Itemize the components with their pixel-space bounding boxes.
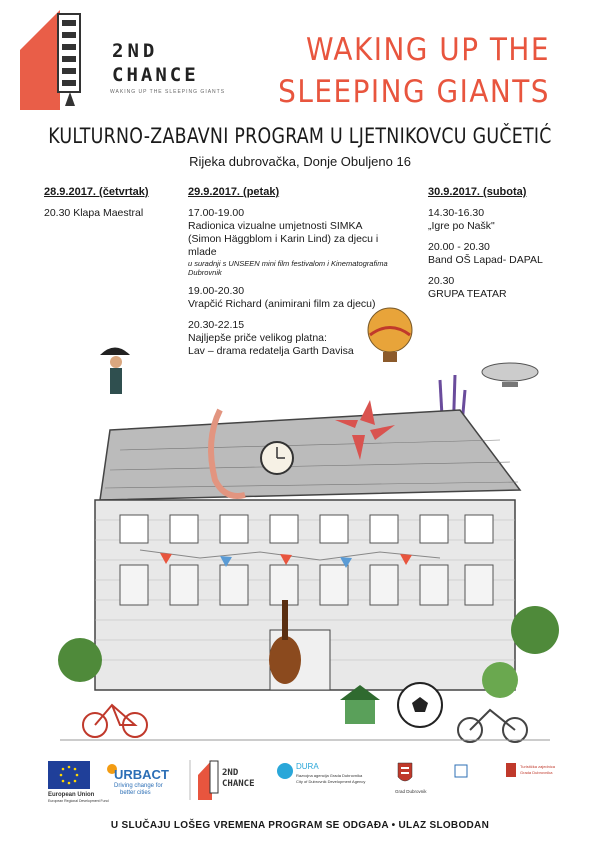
event-time: 17.00-19.00: [188, 207, 245, 219]
location: Rijeka dubrovačka, Donje Obuljeno 16: [189, 154, 411, 169]
dura-sub-2: City of Dubrovnik Development Agency: [296, 779, 366, 784]
airship-icon: [482, 363, 538, 387]
chance-line1: 2ND: [222, 768, 239, 778]
flying-man-icon: [100, 348, 130, 395]
day-date: 28.9.2017. (četvrtak): [44, 186, 149, 198]
chance-line2: CHANCE: [222, 779, 255, 789]
tz-label-1: Turistička zajednica: [520, 764, 555, 769]
tz-label-2: Grada Dubrovnika: [520, 770, 553, 775]
logo-line2: CHANCE: [112, 64, 199, 86]
program-heading: KULTURNO-ZABAVNI PROGRAM U LJETNIKOVCU GUČETIĆ: [48, 124, 552, 148]
urbact-label: URBACT: [114, 767, 169, 782]
event: [188, 207, 398, 277]
event: [428, 207, 578, 233]
villa-collage-illustration: [40, 300, 570, 750]
event-time: 19.00-20.30: [188, 285, 245, 297]
eu-label: European Union: [48, 792, 95, 798]
event-text: 20.30 Klapa Maestral: [44, 207, 144, 219]
logo-tagline: WAKING UP THE SLEEPING GIANTS: [110, 89, 226, 95]
event-time: 14.30-16.30: [428, 207, 485, 219]
poster-title-line2: SLEEPING GIANTS: [278, 74, 550, 110]
football-icon: [398, 683, 442, 727]
day-date: 30.9.2017. (subota): [428, 186, 527, 198]
event-time: 20.30: [428, 275, 455, 287]
event: [428, 275, 578, 301]
tz-dubrovnik-logo-icon: [506, 763, 516, 777]
bicycle-icon: [458, 710, 527, 742]
2nd-chance-logo-icon: [20, 10, 110, 110]
birdhouse-icon: [340, 685, 380, 724]
event-text-2: Lav – drama redatelja Garth Davisa: [188, 345, 354, 357]
footer-note: U SLUČAJU LOŠEG VREMENA PROGRAM SE ODGAĐA • ULAZ SLOBODAN: [110, 820, 490, 831]
grad-label: Grad Dubrovnik: [395, 789, 427, 794]
event: [428, 241, 578, 267]
dura-label: DURA: [296, 762, 319, 771]
event-text: Vrapčić Richard (animirani film za djecu): [188, 298, 376, 310]
dura-sub-1: Razvojna agencija Grada Dubrovnika: [296, 773, 363, 778]
event-time: 20.00 - 20.30: [428, 241, 490, 253]
event-text: Band OŠ Lapad- DAPAL: [428, 254, 543, 266]
clock-icon: [261, 442, 293, 474]
partner-logos: [40, 755, 560, 805]
grad-dubrovnik-crest-icon: [398, 763, 412, 781]
event-time: 20.30-22.15: [188, 319, 245, 331]
day-column-1: [44, 186, 174, 228]
hot-air-balloon-icon: [368, 308, 412, 362]
poster-title-line1: WAKING UP THE: [305, 32, 550, 68]
eu-flag-icon: [48, 761, 90, 789]
event-text: „Igre po Našk": [428, 220, 495, 232]
logo-line1: 2ND: [112, 40, 159, 62]
event-text: Najljepše priče velikog platna:: [188, 332, 327, 344]
bicycle-icon: [83, 705, 147, 737]
event-note: u suradnji s UNSEEN mini film festivalom i Kinematografima Dubrovnik: [188, 259, 388, 277]
dura-logo-icon: [277, 763, 293, 779]
event-text: Radionica vizualne umjetnosti SIMKA (Simon Häggblom i Karin Lind) za djecu i mlade: [188, 220, 379, 258]
day-date: 29.9.2017. (petak): [188, 186, 280, 198]
urbact-sub-2: better cities: [120, 790, 151, 796]
eu-sub: European Regional Development Fund: [48, 799, 109, 803]
day-column-3: [428, 186, 578, 309]
event-text: GRUPA TEATAR: [428, 288, 507, 300]
2nd-chance-small-logo-icon: [198, 760, 218, 800]
urbact-sub-1: Driving change for: [114, 783, 163, 789]
institution-logo-icon: [455, 765, 467, 777]
